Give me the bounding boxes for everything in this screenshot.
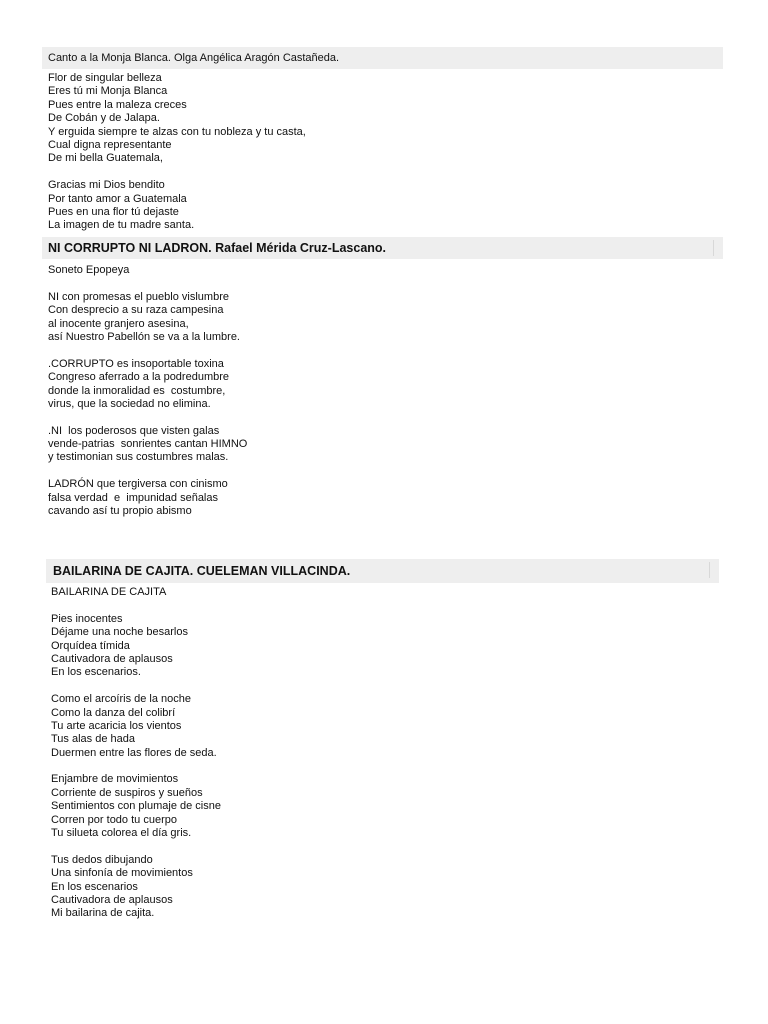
header-divider xyxy=(709,562,710,578)
poem-line: Con desprecio a su raza campesina xyxy=(48,304,224,317)
poem-line: De mi bella Guatemala, xyxy=(48,152,163,165)
poem3-body xyxy=(51,586,221,921)
poem-line: cavando así tu propio abismo xyxy=(48,505,192,518)
header-divider xyxy=(713,240,714,256)
stanza-break xyxy=(48,344,247,357)
poem-line: Corren por todo tu cuerpo xyxy=(51,813,177,826)
poem-line: Orquídea tímida xyxy=(51,639,130,652)
poem-line: donde la inmoralidad es costumbre, xyxy=(48,384,226,397)
poem-line: Tu silueta colorea el día gris. xyxy=(51,827,192,840)
poem-line: Pies inocentes xyxy=(51,612,123,625)
poem-line: Cual digna representante xyxy=(48,138,172,151)
stanza-break xyxy=(48,277,247,290)
poem2-body xyxy=(48,264,247,518)
poem1-body xyxy=(48,72,306,233)
poem-line: Gracias mi Dios bendito xyxy=(48,179,165,192)
poem-line: .NI los poderosos que visten galas xyxy=(48,424,220,437)
poem-line: NI con promesas el pueblo vislumbre xyxy=(48,290,229,303)
poem-line: Tu arte acaricia los vientos xyxy=(51,719,182,732)
poem-line: Mi bailarina de cajita. xyxy=(51,907,155,920)
poem-line: Congreso aferrado a la podredumbre xyxy=(48,371,230,384)
poem-line: Eres tú mi Monja Blanca xyxy=(48,85,168,98)
stanza-break xyxy=(51,760,221,773)
poem-line: Flor de singular belleza xyxy=(48,72,162,84)
poem-line: Corriente de suspiros y sueños xyxy=(51,786,203,799)
poem-line: vende-patrias sonrientes cantan HIMNO xyxy=(48,438,248,451)
poem1-header xyxy=(42,47,723,69)
poem-line: Como la danza del colibrí xyxy=(51,706,176,719)
poem-line: En los escenarios xyxy=(51,880,138,893)
poem3-title: BAILARINA DE CAJITA. CUELEMAN VILLACINDA. xyxy=(53,564,351,578)
poem-line: La imagen de tu madre santa. xyxy=(48,219,195,232)
poem-line: Tus dedos dibujando xyxy=(51,853,153,866)
poem-line: Enjambre de movimientos xyxy=(51,773,179,786)
poem-line: Soneto Epopeya xyxy=(48,264,130,276)
poem-line: así Nuestro Pabellón se va a la lumbre. xyxy=(48,330,240,343)
poem-line: y testimonian sus costumbres malas. xyxy=(48,451,229,464)
poem-line: virus, que la sociedad no elimina. xyxy=(48,397,211,410)
poem-line: Déjame una noche besarlos xyxy=(51,626,188,639)
stanza-break xyxy=(48,166,306,179)
poem-line: En los escenarios. xyxy=(51,666,141,679)
poem3-header xyxy=(46,559,719,583)
poem-line: Pues en una flor tú dejaste xyxy=(48,205,179,218)
poem-line: Tus alas de hada xyxy=(51,733,135,746)
poem-line: LADRÓN que tergiversa con cinismo xyxy=(48,478,228,491)
stanza-break xyxy=(48,411,247,424)
poem-line: Por tanto amor a Guatemala xyxy=(48,192,187,205)
poem-line: Una sinfonía de movimientos xyxy=(51,867,193,880)
poem-line: Sentimientos con plumaje de cisne xyxy=(51,800,221,813)
stanza-break xyxy=(51,840,221,853)
poem-line: falsa verdad e impunidad señalas xyxy=(48,491,218,504)
poem-line: Cautivadora de aplausos xyxy=(51,893,173,906)
poem-line: .CORRUPTO es insoportable toxina xyxy=(48,357,224,370)
poem-line: Duermen entre las flores de seda. xyxy=(51,746,217,759)
stanza-break xyxy=(48,465,247,478)
poem-line: Pues entre la maleza creces xyxy=(48,98,187,111)
poem2-header xyxy=(42,237,723,259)
poem-line: Y erguida siempre te alzas con tu nobleza y tu casta, xyxy=(48,125,306,138)
stanza-break xyxy=(51,680,221,693)
poem-line: Como el arcoíris de la noche xyxy=(51,693,192,706)
poem-line: Cautivadora de aplausos xyxy=(51,652,173,665)
poem-line: BAILARINA DE CAJITA xyxy=(51,586,167,598)
poem2-title: NI CORRUPTO NI LADRON. Rafael Mérida Cruz-Lascano. xyxy=(48,241,387,255)
poem-line: al inocente granjero asesina, xyxy=(48,317,189,330)
poem1-title: Canto a la Monja Blanca. Olga Angélica Aragón Castañeda. xyxy=(48,52,340,64)
stanza-break xyxy=(51,599,221,612)
poem-line: De Cobán y de Jalapa. xyxy=(48,112,160,125)
